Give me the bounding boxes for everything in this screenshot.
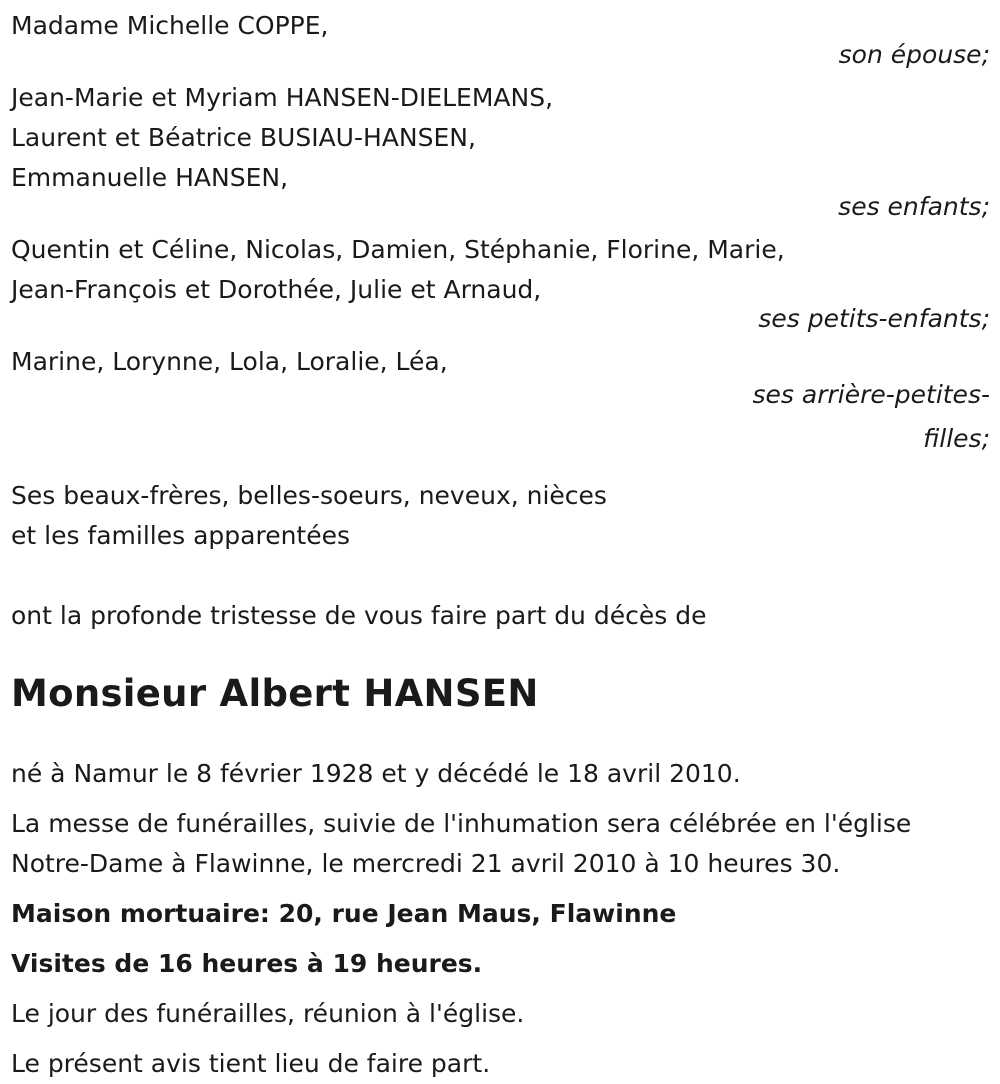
visiting-hours: Visites de 16 heures à 19 heures. [11,949,483,978]
spouse-role: son épouse; [838,40,990,69]
relatives-section [11,476,990,556]
child-name: Laurent et Béatrice BUSIAU-HANSEN, [11,123,476,152]
meeting-note: Le jour des funérailles, réunion à l'église. [11,999,525,1028]
birth-death-line: né à Namur le 8 février 1928 et y décédé le 18 avril 2010. [11,759,741,788]
funeral-line: Notre-Dame à Flawinne, le mercredi 21 avril 2010 à 10 heures 30. [11,849,841,878]
grandchildren-role: ses petits-enfants; [758,304,990,333]
great-granddaughters-section [11,342,990,456]
child-name: Jean-Marie et Myriam HANSEN-DIELEMANS, [11,83,554,112]
grandchild-names: Quentin et Céline, Nicolas, Damien, Stéphanie, Florine, Marie, [11,235,785,264]
relatives-line: et les familles apparentées [11,521,351,550]
notice-note: Le présent avis tient lieu de faire part. [11,1049,491,1078]
spouse-section [11,6,990,72]
great-granddaughter-names: Marine, Lorynne, Lola, Loralie, Léa, [11,347,448,376]
details-section [11,754,990,1084]
great-granddaughters-role: ses arrière-petites- [752,380,990,409]
relatives-line: Ses beaux-frères, belles-soeurs, neveux, nièces [11,481,607,510]
deceased-name: Monsieur Albert HANSEN [11,672,539,715]
grandchildren-section [11,230,990,336]
funeral-line: La messe de funérailles, suivie de l'inhumation sera célébrée en l'église [11,809,912,838]
great-granddaughters-role-continued: filles; [923,424,990,453]
mortuary-address: Maison mortuaire: 20, rue Jean Maus, Flawinne [11,899,677,928]
announcement-text: ont la profonde tristesse de vous faire part du décès de [11,601,707,630]
children-section [11,78,990,224]
child-name: Emmanuelle HANSEN, [11,163,289,192]
grandchild-names: Jean-François et Dorothée, Julie et Arnaud, [11,275,542,304]
children-role: ses enfants; [838,192,990,221]
spouse-name: Madame Michelle COPPE, [11,11,329,40]
